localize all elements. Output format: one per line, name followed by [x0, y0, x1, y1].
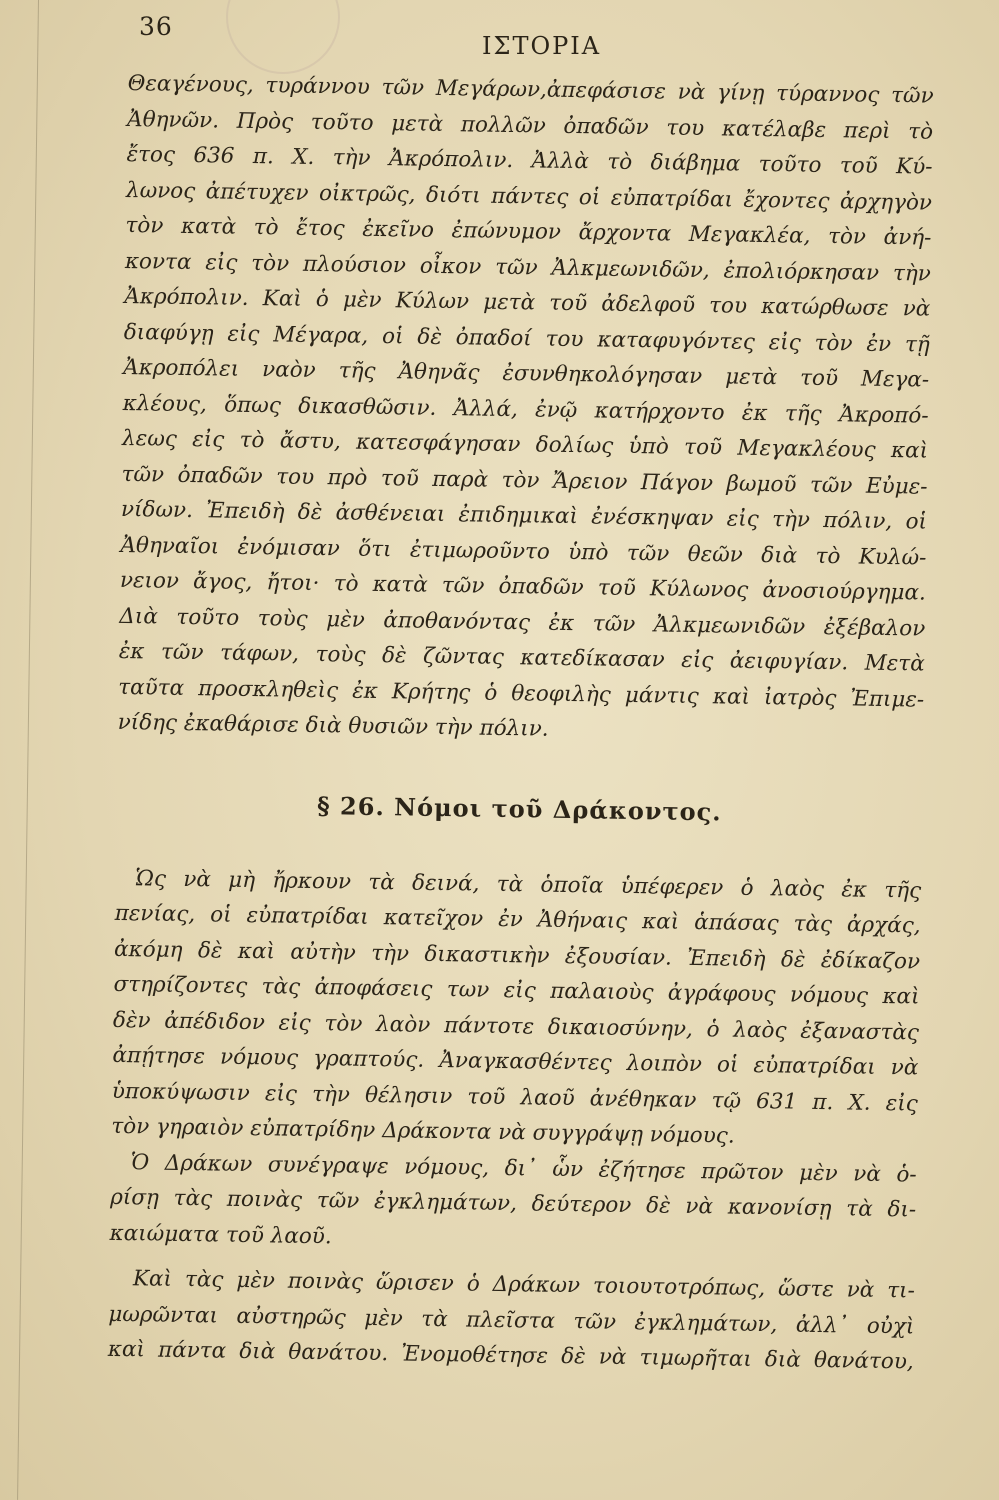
text-line: νίδων. Ἐπειδὴ δὲ ἀσθένειαι ἐπιδημικαὶ ἐνέσκηψαν εἰς τὴν πόλιν, οἱ [120, 496, 928, 535]
text-line: τῶν ὀπαδῶν του πρὸ τοῦ παρὰ τὸν Ἄρειον Πάγον βωμοῦ τῶν Εὐμε- [121, 461, 928, 500]
text-line: Θεαγένους, τυράννου τῶν Μεγάρων,ἀπεφάσισε νὰ γίνῃ τύραννος τῶν [127, 70, 934, 109]
text-line: Ὡς νὰ μὴ ἤρκουν τὰ δεινά, τὰ ὁποῖα ὑπέφερεν ὁ λαὸς ἐκ τῆς [135, 865, 922, 904]
text-line: καιώματα τοῦ λαοῦ. [109, 1220, 332, 1249]
text-line: στηρίζοντες τὰς ἀποφάσεις των εἰς παλαιοὺς ἀγράφους νόμους καὶ [113, 971, 920, 1010]
text-line: Ἀκροπόλει ναὸν τῆς Ἀθηνᾶς ἐσυνθηκολόγησαν μετὰ τοῦ Μεγα- [123, 354, 930, 393]
text-line: ὑποκύψωσιν εἰς τὴν θέλησιν τοῦ λαοῦ ἀνέθηκαν τῷ 631 π. Χ. εἰς [111, 1078, 918, 1117]
text-line: Ἀθηναῖοι ἐνόμισαν ὅτι ἐτιμωροῦντο ὑπὸ τῶν θεῶν διὰ τὸ Κυλώ- [120, 532, 927, 571]
text-line: Ἀκρόπολιν. Καὶ ὁ μὲν Κύλων μετὰ τοῦ ἀδελφοῦ του κατώρθωσε νὰ [124, 283, 931, 322]
text-line: ταῦτα προσκληθεὶς ἐκ Κρήτης ὁ θεοφιλὴς μάντις καὶ ἰατρὸς Ἐπιμε- [118, 674, 925, 713]
text-line: τὸν γηραιὸν εὐπατρίδην Δράκοντα νὰ συγγράψῃ νόμους. [111, 1113, 735, 1149]
text-line: κοντα εἰς τὸν πλούσιον οἶκον τῶν Ἀλκμεωνιδῶν, ἐπολιόρκησαν τὴν [124, 248, 932, 287]
paragraph-kylon [117, 66, 933, 753]
library-stamp [226, 0, 340, 74]
text-line: κλέους, ὅπως δικασθῶσιν. Ἀλλά, ἐνῷ κατήρχοντο ἐκ τῆς Ἀκροπό- [122, 390, 929, 429]
text-line: νίδης ἐκαθάρισε διὰ θυσιῶν τὴν πόλιν. [117, 709, 549, 742]
text-line: ἀπῄτησε νόμους γραπτούς. Ἀναγκασθέντες λοιπὸν οἱ εὐπατρίδαι νὰ [112, 1042, 919, 1081]
text-line: καὶ πάντα διὰ θανάτου. Ἐνομοθέτησε δὲ νὰ τιμωρῆται διὰ θανάτου, [107, 1336, 914, 1375]
text-line: ἔτος 636 π. Χ. τὴν Ἀκρόπολιν. Ἀλλὰ τὸ διάβημα τοῦτο τοῦ Κύ- [126, 141, 933, 180]
text-line: δὲν ἀπέδιδον εἰς τὸν λαὸν πάντοτε δικαιοσύνην, ὁ λαὸς ἐξαναστὰς [112, 1007, 920, 1046]
paragraph-draco [109, 1144, 917, 1263]
paragraph-laws [111, 860, 921, 1157]
page-number: 36 [139, 12, 173, 41]
text-line: πενίας, οἱ εὐπατρίδαι κατεῖχον ἐν Ἀθήναις καὶ ἁπάσας τὰς ἀρχάς, [114, 900, 921, 939]
section-heading: § 26. Νόμοι τοῦ Δράκοντος. [316, 790, 722, 826]
text-line: διαφύγῃ εἰς Μέγαρα, οἱ δὲ ὀπαδοί του καταφυγόντες εἰς τὸν ἐν τῇ [123, 319, 930, 358]
margin-rule [17, 0, 39, 1500]
text-line: Διὰ τοῦτο τοὺς μὲν ἀποθανόντας ἐκ τῶν Ἀλκμεωνιδῶν ἐξέβαλον [119, 603, 926, 642]
text-line: λωνος ἀπέτυχεν οἰκτρῶς, διότι πάντες οἱ εὐπατρίδαι ἔχοντες ἀρχηγὸν [125, 177, 933, 216]
text-line: Καὶ τὰς μὲν ποινὰς ὥρισεν ὁ Δράκων τοιουτοτρόπως, ὥστε νὰ τι- [132, 1266, 916, 1304]
text-line: λεως εἰς τὸ ἄστυ, κατεσφάγησαν δολίως ὑπὸ τοῦ Μεγακλέους καὶ [121, 425, 929, 464]
text-line: ἀκόμη δὲ καὶ αὐτὴν τὴν δικαστικὴν ἐξουσίαν. Ἐπειδὴ δὲ ἐδίκαζον [113, 936, 921, 975]
paragraph-penalties [108, 1261, 916, 1380]
running-title: ΙΣΤΟΡΙΑ [482, 32, 602, 60]
text-line: νειον ἄγος, ἤτοι· τὸ κατὰ τῶν ὀπαδῶν τοῦ Κύλωνος ἀνοσιούργημα. [119, 567, 927, 606]
text-line: ρίσῃ τὰς ποινὰς τῶν ἐγκλημάτων, δεύτερον δὲ νὰ κανονίσῃ τὰ δι- [110, 1184, 917, 1223]
text-line: ἐκ τῶν τάφων, τοὺς δὲ ζῶντας κατεδίκασαν εἰς ἀειφυγίαν. Μετὰ [118, 638, 925, 677]
text-line: Ὁ Δράκων συνέγραψε νόμους, δι᾿ ὧν ἐζήτησε πρῶτον μὲν νὰ ὁ- [130, 1149, 917, 1188]
text-line: Ἀθηνῶν. Πρὸς τοῦτο μετὰ πολλῶν ὀπαδῶν του κατέλαβε περὶ τὸ [126, 106, 934, 145]
body-text [108, 66, 934, 1380]
text-line: τὸν κατὰ τὸ ἔτος ἐκεῖνο ἐπώνυμον ἄρχοντα Μεγακλέα, τὸν ἀνή- [125, 212, 932, 251]
text-line: μωρῶνται αὐστηρῶς μὲν τὰ πλεῖστα τῶν ἐγκλημάτων, ἀλλ᾿ οὐχὶ [108, 1301, 915, 1340]
